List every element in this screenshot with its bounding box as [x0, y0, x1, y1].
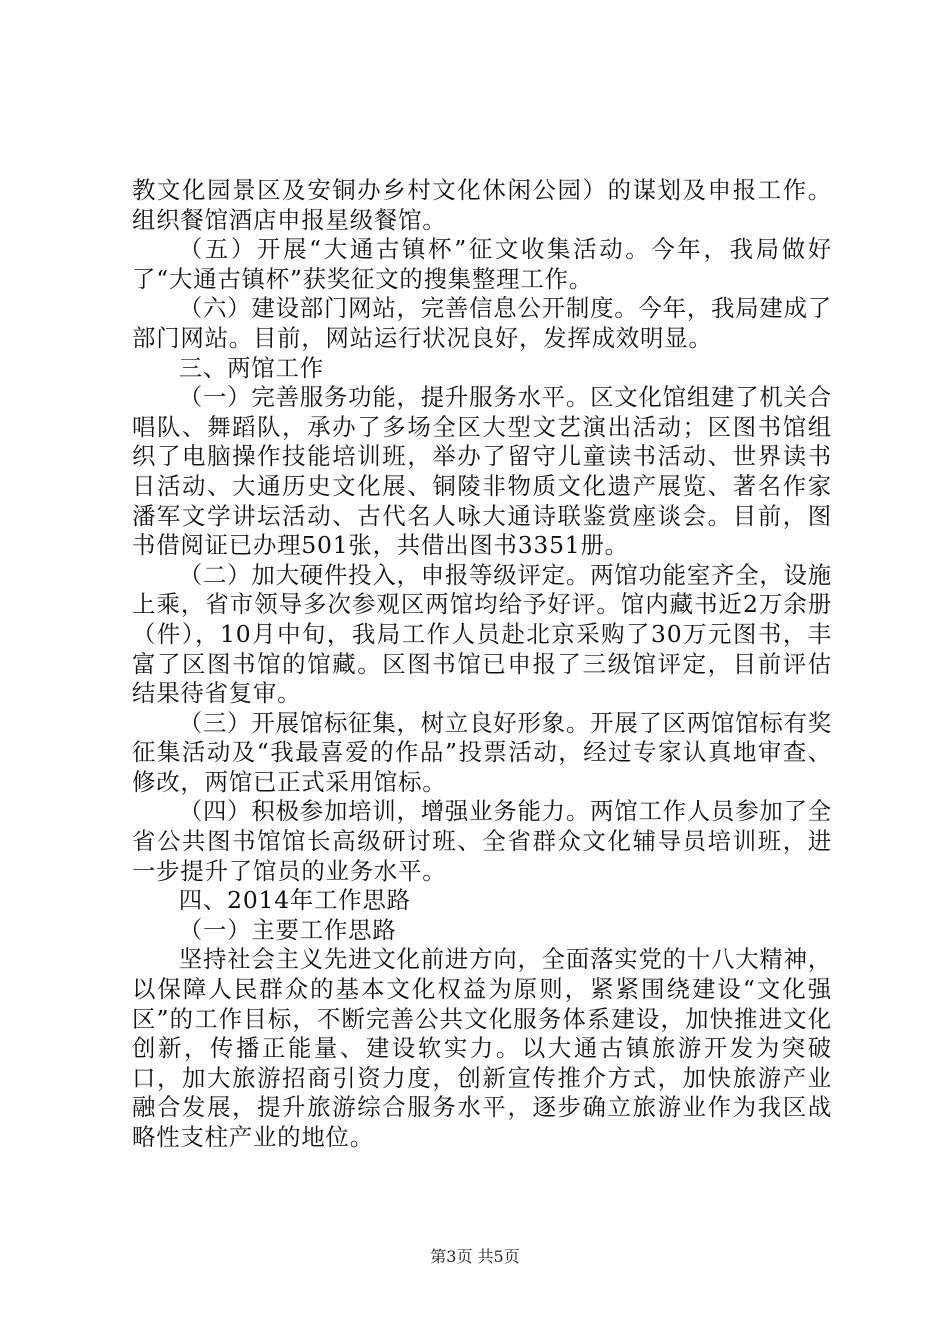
section-heading-two-venues: 三、两馆工作	[178, 353, 324, 382]
subsection-heading-main-ideas: （一）主要工作思路	[178, 915, 397, 944]
paragraph-service-functions: （一）完善服务功能，提升服务水平。区文化馆组建了机关合唱队、舞蹈队，承办了多场全区大型文艺演出活动；区图书馆组织了电脑操作技能培训班，举办了留守儿童读书活动、世界读书日活动、大通历史文化展、铜陵非物质文化遗产展览、著名作家潘军文学讲坛活动、古代名人咏大通诗联鉴赏座谈会。目前，图书借阅证已办理501张，共借出图书3351册。	[132, 383, 832, 560]
page-number-footer: 第3页 共5页	[430, 1247, 520, 1266]
paragraph-training: （四）积极参加培训，增强业务能力。两馆工作人员参加了全省公共图书馆馆长高级研讨班、全省群众文化辅导员培训班，进一步提升了馆员的业务水平。	[132, 797, 832, 885]
paragraph-department-website: （六）建设部门网站，完善信息公开制度。今年，我局建成了部门网站。目前，网站运行状况良好，发挥成效明显。	[132, 294, 832, 352]
section-heading-2014-plan: 四、2014年工作思路	[178, 886, 411, 915]
paragraph-essay-collection: （五）开展“大通古镇杯”征文收集活动。今年，我局做好了“大通古镇杯”获奖征文的搜集整理工作。	[132, 235, 832, 293]
paragraph-continuation: 教文化园景区及安铜办乡村文化休闲公园）的谋划及申报工作。组织餐馆酒店申报星级餐馆。	[132, 176, 832, 234]
paragraph-hardware-investment: （二）加大硬件投入，申报等级评定。两馆功能室齐全，设施上乘，省市领导多次参观区两馆均给予好评。馆内藏书近2万余册（件），10月中旬，我局工作人员赴北京采购了30万元图书，丰富了区图书馆的馆藏。区图书馆已申报了三级馆评定，目前评估结果待省复审。	[132, 560, 832, 708]
paragraph-logo-collection: （三）开展馆标征集，树立良好形象。开展了区两馆馆标有奖征集活动及“我最喜爱的作品”投票活动，经过专家认真地审查、修改，两馆已正式采用馆标。	[132, 708, 832, 796]
document-body	[132, 176, 832, 1153]
paragraph-main-ideas: 坚持社会主义先进文化前进方向，全面落实党的十八大精神，以保障人民群众的基本文化权益为原则，紧紧围绕建设“文化强区”的工作目标，不断完善公共文化服务体系建设，加快推进文化创新，传播正能量、建设软实力。以大通古镇旅游开发为突破口，加大旅游招商引资力度，创新宣传推介方式，加快旅游产业融合发展，提升旅游综合服务水平，逐步确立旅游业作为我区战略性支柱产业的地位。	[132, 945, 832, 1151]
